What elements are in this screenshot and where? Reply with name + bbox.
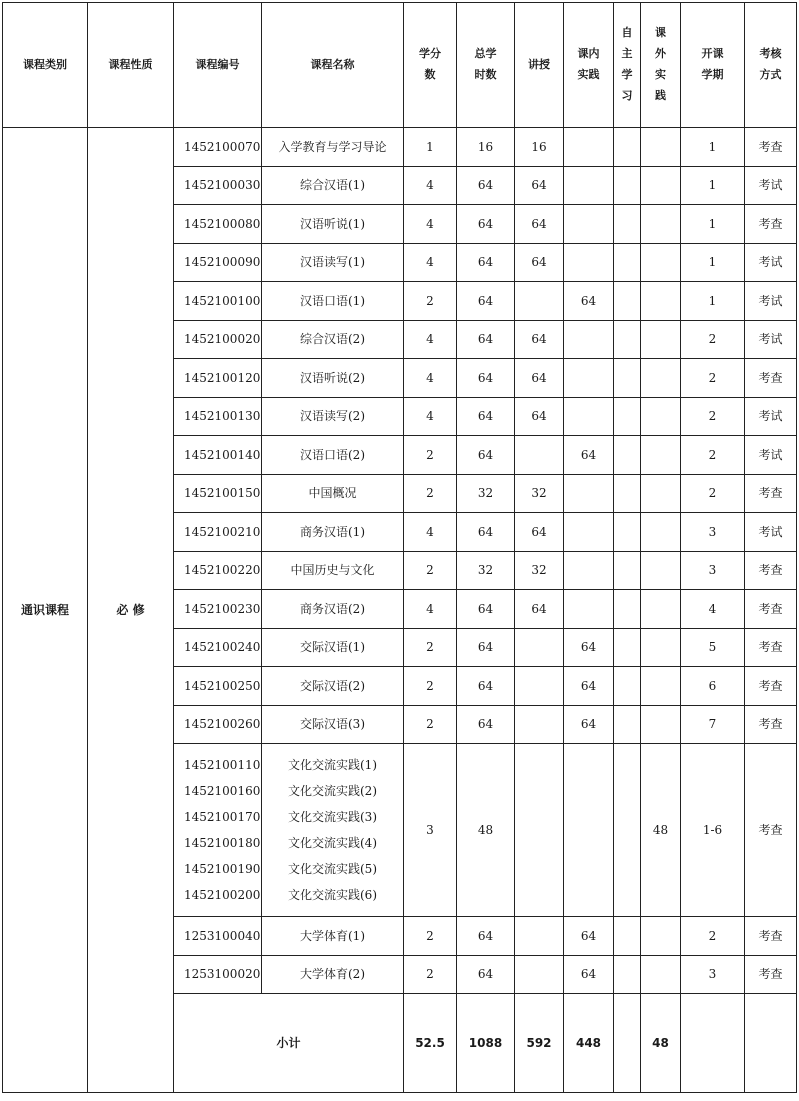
semester-cell: 3 [681,513,745,552]
course-name: 入学教育与学习导论 [262,128,404,167]
course-name: 大学体育(2) [262,955,404,994]
lecture-cell: 16 [515,128,564,167]
header-assessment [745,3,797,128]
outclass-cell [641,628,681,667]
self-study-cell [614,474,641,513]
self-study-cell [614,744,641,917]
inclass-cell: 64 [564,436,614,475]
assessment-cell: 考查 [745,744,797,917]
header-lecture: 讲授 [515,3,564,128]
assessment-cell: 考查 [745,628,797,667]
assessment-cell: 考试 [745,243,797,282]
inclass-cell [564,551,614,590]
self-study-cell [614,590,641,629]
course-name: 中国历史与文化 [262,551,404,590]
assessment-cell: 考试 [745,397,797,436]
credits-cell: 2 [404,282,457,321]
self-study-cell [614,705,641,744]
assessment-cell: 考试 [745,166,797,205]
total-hours-cell: 16 [457,128,515,167]
assessment-cell: 考查 [745,551,797,590]
inclass-cell [564,590,614,629]
course-code: 1452100190 [184,862,261,876]
lecture-cell [515,955,564,994]
total-hours-cell: 64 [457,705,515,744]
outclass-cell [641,513,681,552]
curriculum-table [2,2,797,1093]
semester-cell: 2 [681,917,745,956]
semester-cell: 1 [681,243,745,282]
subtotal-semester [681,994,745,1093]
total-hours-cell: 32 [457,551,515,590]
header-outclass-line: 实 [655,68,666,81]
total-hours-cell: 64 [457,205,515,244]
course-code: 1452100160 [184,784,261,798]
inclass-cell [564,744,614,917]
total-hours-cell: 64 [457,359,515,398]
self-study-cell [614,955,641,994]
credits-cell: 4 [404,166,457,205]
inclass-cell: 64 [564,282,614,321]
inclass-cell: 64 [564,705,614,744]
credits-cell: 4 [404,359,457,398]
header-self-study [614,3,641,128]
inclass-cell [564,205,614,244]
assessment-cell: 考查 [745,667,797,706]
inclass-cell: 64 [564,667,614,706]
header-self-line: 习 [621,88,633,102]
course-name: 综合汉语(2) [262,320,404,359]
course-code: 1452100020 [174,320,262,359]
header-credits [404,3,457,128]
course-name: 中国概况 [262,474,404,513]
lecture-cell [515,667,564,706]
course-name-group [262,744,404,917]
self-study-cell [614,282,641,321]
inclass-cell [564,474,614,513]
outclass-cell [641,917,681,956]
semester-cell: 2 [681,474,745,513]
outclass-cell [641,282,681,321]
course-name: 文化交流实践(5) [288,862,377,876]
course-name: 交际汉语(2) [262,667,404,706]
course-name: 交际汉语(1) [262,628,404,667]
subtotal-lecture: 592 [515,994,564,1093]
semester-cell: 1-6 [681,744,745,917]
header-semester-line: 开课 [701,47,724,61]
course-code: 1452100240 [174,628,262,667]
category-cell: 通识课程 [3,128,88,1093]
credits-cell: 4 [404,590,457,629]
total-hours-cell: 48 [457,744,515,917]
credits-cell: 4 [404,243,457,282]
total-hours-cell: 64 [457,282,515,321]
course-name: 文化交流实践(3) [288,810,377,824]
course-name: 汉语读写(1) [262,243,404,282]
header-outclass-line: 课 [655,26,666,40]
header-total-line: 总学 [474,47,497,61]
header-semester [681,3,745,128]
semester-cell: 3 [681,551,745,590]
semester-cell: 1 [681,166,745,205]
course-code: 1452100200 [184,888,261,902]
total-hours-cell: 64 [457,397,515,436]
course-name: 综合汉语(1) [262,166,404,205]
header-assessment-line: 方式 [759,68,782,81]
self-study-cell [614,359,641,398]
course-name: 文化交流实践(4) [288,836,377,850]
credits-cell: 1 [404,128,457,167]
inclass-cell [564,243,614,282]
header-total-line: 时数 [474,68,497,81]
self-study-cell [614,917,641,956]
assessment-cell: 考试 [745,320,797,359]
credits-cell: 2 [404,917,457,956]
total-hours-cell: 64 [457,667,515,706]
lecture-cell: 64 [515,590,564,629]
course-code: 1452100030 [174,166,262,205]
credits-cell: 2 [404,705,457,744]
header-category: 课程类别 [3,3,88,128]
lecture-cell [515,917,564,956]
lecture-cell [515,628,564,667]
outclass-cell [641,667,681,706]
semester-cell: 2 [681,397,745,436]
course-name: 大学体育(1) [262,917,404,956]
self-study-cell [614,397,641,436]
self-study-cell [614,243,641,282]
total-hours-cell: 64 [457,436,515,475]
course-name: 商务汉语(2) [262,590,404,629]
total-hours-cell: 64 [457,513,515,552]
subtotal-total-hours: 1088 [457,994,515,1093]
total-hours-cell: 64 [457,917,515,956]
lecture-cell [515,282,564,321]
credits-cell: 2 [404,551,457,590]
inclass-cell [564,397,614,436]
outclass-cell [641,243,681,282]
course-code: 1452100130 [174,397,262,436]
self-study-cell [614,320,641,359]
self-study-cell [614,667,641,706]
self-study-cell [614,205,641,244]
course-code-group [174,744,262,917]
lecture-cell: 64 [515,205,564,244]
self-study-cell [614,166,641,205]
semester-cell: 6 [681,667,745,706]
inclass-cell: 64 [564,917,614,956]
outclass-cell [641,359,681,398]
lecture-cell: 32 [515,474,564,513]
course-code: 1452100210 [174,513,262,552]
assessment-cell: 考查 [745,128,797,167]
course-name: 汉语听说(2) [262,359,404,398]
credits-cell: 2 [404,667,457,706]
inclass-cell [564,359,614,398]
credits-cell: 2 [404,628,457,667]
outclass-cell [641,551,681,590]
self-study-cell [614,513,641,552]
self-study-cell [614,436,641,475]
table-body [3,128,797,1093]
inclass-cell [564,166,614,205]
inclass-cell [564,128,614,167]
assessment-cell: 考试 [745,513,797,552]
inclass-cell [564,513,614,552]
course-code: 1452100090 [174,243,262,282]
lecture-cell [515,436,564,475]
header-self-line: 主 [621,47,633,61]
credits-cell: 4 [404,513,457,552]
semester-cell: 7 [681,705,745,744]
semester-cell: 1 [681,282,745,321]
lecture-cell: 64 [515,243,564,282]
course-code: 1253100020 [174,955,262,994]
course-code: 1452100230 [174,590,262,629]
assessment-cell: 考试 [745,436,797,475]
total-hours-cell: 64 [457,166,515,205]
course-code: 1452100170 [184,810,261,824]
course-name: 汉语口语(2) [262,436,404,475]
table-row [3,128,797,167]
course-name: 汉语读写(2) [262,397,404,436]
course-code: 1452100080 [174,205,262,244]
credits-cell: 2 [404,955,457,994]
lecture-cell: 64 [515,166,564,205]
outclass-cell [641,436,681,475]
inclass-cell [564,320,614,359]
header-outclass-line: 外 [655,47,666,61]
course-name: 文化交流实践(2) [288,784,377,798]
course-name: 文化交流实践(6) [288,888,377,902]
course-code: 1452100260 [174,705,262,744]
outclass-cell [641,955,681,994]
course-code: 1452100250 [174,667,262,706]
semester-cell: 3 [681,955,745,994]
course-code: 1452100140 [174,436,262,475]
credits-cell: 4 [404,320,457,359]
nature-cell: 必 修 [88,128,174,1093]
semester-cell: 1 [681,128,745,167]
semester-cell: 2 [681,359,745,398]
assessment-cell: 考查 [745,955,797,994]
header-assessment-line: 考核 [759,47,782,61]
course-name: 交际汉语(3) [262,705,404,744]
header-credits-line: 学分 [419,47,441,61]
subtotal-self-study [614,994,641,1093]
lecture-cell: 64 [515,359,564,398]
assessment-cell: 考查 [745,474,797,513]
assessment-cell: 考查 [745,205,797,244]
assessment-cell: 考查 [745,590,797,629]
total-hours-cell: 64 [457,955,515,994]
lecture-cell: 32 [515,551,564,590]
credits-cell: 3 [404,744,457,917]
assessment-cell: 考查 [745,359,797,398]
header-nature: 课程性质 [88,3,174,128]
course-code: 1452100150 [174,474,262,513]
course-code: 1452100110 [184,758,261,772]
subtotal-inclass: 448 [564,994,614,1093]
header-self-line: 学 [621,68,633,81]
course-name: 汉语口语(1) [262,282,404,321]
semester-cell: 1 [681,205,745,244]
outclass-cell [641,166,681,205]
subtotal-credits: 52.5 [404,994,457,1093]
inclass-cell: 64 [564,628,614,667]
header-inclass-line: 课内 [577,47,600,61]
header-outclass-practice [641,3,681,128]
outclass-cell: 48 [641,744,681,917]
course-code: 1452100100 [174,282,262,321]
header-credits-line: 数 [424,68,436,81]
assessment-cell: 考试 [745,282,797,321]
header-inclass-practice [564,3,614,128]
outclass-cell [641,205,681,244]
outclass-cell [641,397,681,436]
self-study-cell [614,551,641,590]
total-hours-cell: 64 [457,590,515,629]
lecture-cell: 64 [515,513,564,552]
lecture-cell [515,705,564,744]
course-code: 1452100180 [184,836,261,850]
course-name: 汉语听说(1) [262,205,404,244]
total-hours-cell: 64 [457,628,515,667]
header-inclass-line: 实践 [577,68,600,81]
credits-cell: 2 [404,474,457,513]
course-code: 1253100040 [174,917,262,956]
semester-cell: 4 [681,590,745,629]
self-study-cell [614,128,641,167]
header-code: 课程编号 [174,3,262,128]
total-hours-cell: 64 [457,320,515,359]
total-hours-cell: 32 [457,474,515,513]
outclass-cell [641,705,681,744]
header-name: 课程名称 [262,3,404,128]
header-semester-line: 学期 [701,68,724,81]
assessment-cell: 考查 [745,917,797,956]
course-code: 1452100070 [174,128,262,167]
subtotal-label: 小计 [174,994,404,1093]
inclass-cell: 64 [564,955,614,994]
course-code: 1452100220 [174,551,262,590]
total-hours-cell: 64 [457,243,515,282]
course-name: 商务汉语(1) [262,513,404,552]
lecture-cell [515,744,564,917]
credits-cell: 4 [404,205,457,244]
course-code: 1452100120 [174,359,262,398]
lecture-cell: 64 [515,397,564,436]
course-name: 文化交流实践(1) [288,758,377,772]
semester-cell: 2 [681,436,745,475]
credits-cell: 4 [404,397,457,436]
header-self-line: 自 [621,26,633,40]
assessment-cell: 考查 [745,705,797,744]
semester-cell: 5 [681,628,745,667]
table-header [3,3,797,128]
outclass-cell [641,320,681,359]
credits-cell: 2 [404,436,457,475]
outclass-cell [641,590,681,629]
subtotal-outclass: 48 [641,994,681,1093]
semester-cell: 2 [681,320,745,359]
header-outclass-line: 践 [655,88,666,102]
self-study-cell [614,628,641,667]
subtotal-assessment [745,994,797,1093]
lecture-cell: 64 [515,320,564,359]
outclass-cell [641,474,681,513]
header-total-hours [457,3,515,128]
outclass-cell [641,128,681,167]
